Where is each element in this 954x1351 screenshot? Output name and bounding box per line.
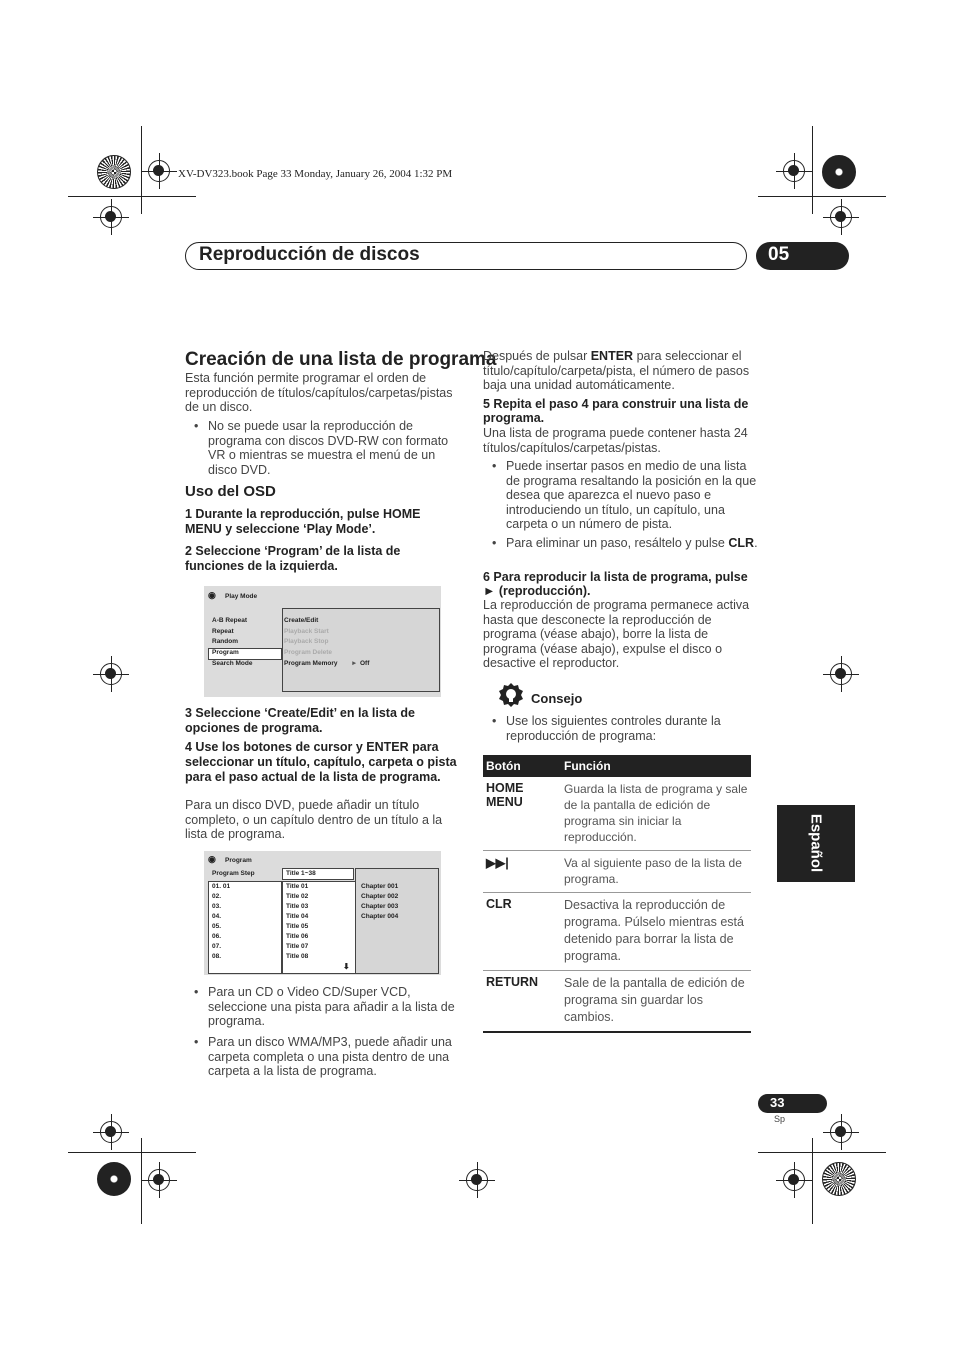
tip-title: Consejo	[531, 691, 583, 706]
crop-mark	[141, 126, 142, 214]
osd-title-item: Title 01	[286, 883, 309, 890]
language-code: Sp	[774, 1114, 786, 1124]
osd-step-item: 05.	[212, 923, 222, 930]
enter-key-label: ENTER	[590, 349, 634, 363]
next-icon: ▶▶|	[483, 851, 561, 893]
table-row	[483, 777, 751, 851]
registration-mark-icon	[783, 160, 805, 182]
table-key: RETURN	[483, 971, 561, 1033]
list-item: • Para un disco WMA/MP3, puede añadir una carpeta completa o una pista dentro de una carpeta a la lista de programa.	[194, 1035, 452, 1078]
step-6-body: La reproducción de programa permanece activa hasta que desconecte la reproducción de programa (véase abajo), borre la lista de programa (véase abajo), expulse el disco o desactive el reproductor.	[483, 598, 750, 670]
osd-play-mode-screen	[204, 586, 441, 697]
crop-mark	[141, 1138, 142, 1224]
osd-menu-item: Random	[212, 638, 238, 645]
crop-mark	[68, 196, 196, 197]
osd-step-item: 01. 01	[212, 883, 231, 890]
registration-mark-icon	[100, 206, 122, 228]
crop-mark	[68, 1152, 196, 1153]
page-heading: Creación de una lista de programa	[185, 349, 497, 370]
osd-option: Playback Stop	[284, 638, 329, 645]
step-3: 3 Seleccione ‘Create/Edit’ en la lista de opciones de programa.	[185, 706, 415, 735]
table-header: Botón	[483, 755, 561, 777]
registration-mark-icon	[830, 1121, 852, 1143]
play-arrow-icon: ►	[351, 660, 358, 667]
table-key: CLR	[483, 893, 561, 971]
tip-lightbulb-icon	[497, 682, 525, 712]
table-row	[483, 893, 751, 971]
print-info: XV-DV323.book Page 33 Monday, January 26, 2004 1:32 PM	[178, 168, 453, 180]
section-title: Reproducción de discos	[199, 244, 420, 265]
list-item: • No se puede usar la reproducción de programa con discos DVD-RW con formato VR o mientras se muestra el menú de un disco DVD.	[194, 419, 449, 477]
osd-title-item: Title 04	[286, 913, 309, 920]
table-desc: Desactiva la reproducción de programa. Púlselo mientras está detenido para borrar la lista de programa.	[561, 893, 751, 971]
table-desc: Sale de la pantalla de edición de programa sin guardar los cambios.	[561, 971, 751, 1033]
osd-program-screen	[204, 851, 441, 975]
list-item: • Para un CD o Video CD/Super VCD, seleccione una pista para añadir a la lista de programa.	[194, 985, 455, 1028]
osd-menu-item: Program	[212, 649, 239, 656]
osd-title-item: Title 08	[286, 953, 309, 960]
registration-mark-icon	[148, 160, 170, 182]
registration-mark-icon	[100, 1121, 122, 1143]
osd-option: Create/Edit	[284, 617, 319, 624]
table-row	[483, 851, 751, 893]
osd-option: Program Delete	[284, 649, 333, 656]
registration-wheel-icon	[97, 1162, 131, 1196]
list-item: • Puede insertar pasos en medio de una lista de programa resaltando la posición en la que desea que aparezca el nuevo paso e introduciendo un título, un capítulo, una carpeta o un número de pista.	[492, 459, 757, 531]
controls-table	[483, 755, 751, 1033]
osd-title-item: Title 06	[286, 933, 309, 940]
osd-option-value: Off	[360, 660, 370, 667]
intro-paragraph: Esta función permite programar el orden de reproducción de títulos/capítulos/carpetas/pistas de un disco.	[185, 371, 453, 414]
registration-mark-icon	[466, 1169, 488, 1191]
osd-menu-item: Repeat	[212, 628, 234, 635]
osd-option: Program Memory	[284, 660, 338, 667]
chapter-number: 05	[768, 244, 790, 265]
osd-title-item: Title 03	[286, 903, 309, 910]
table-row	[483, 971, 751, 1033]
table-desc: Guarda la lista de programa y sale de la pantalla de edición de programa sin iniciar la reproducción.	[561, 777, 751, 851]
list-item: • Use los siguientes controles durante la reproducción de programa:	[492, 714, 721, 743]
osd-title-item: Title 07	[286, 943, 309, 950]
dvd-icon: ◉	[208, 854, 216, 864]
language-label: Español	[807, 813, 825, 873]
list-item: • Para eliminar un paso, resáltelo y pulse CLR.	[492, 536, 758, 550]
table-desc: Va al siguiente paso de la lista de programa.	[561, 851, 751, 893]
step-4-body: Para un disco DVD, puede añadir un título completo, o un capítulo dentro de un título a la lista de programa.	[185, 798, 443, 841]
step-2: 2 Seleccione ‘Program’ de la lista de funciones de la izquierda.	[185, 544, 401, 573]
osd-step-item: 02.	[212, 893, 222, 900]
table-header: Función	[561, 755, 751, 777]
registration-mark-icon	[830, 206, 852, 228]
osd-step-item: 03.	[212, 903, 222, 910]
osd-title: Play Mode	[225, 593, 258, 600]
page-number: 33	[770, 1095, 785, 1110]
osd-title-item: Title 05	[286, 923, 309, 930]
osd-column-header: Title 1~38	[286, 870, 316, 877]
step-6: 6 Para reproducir la lista de programa, pulse ► (reproducción).	[483, 570, 748, 598]
step-5-body: Una lista de programa puede contener hasta 24 títulos/capítulos/carpetas/pistas.	[483, 426, 748, 455]
osd-column-header: Program Step	[212, 870, 255, 877]
table-key: HOME MENU	[483, 777, 561, 851]
crop-mark	[758, 196, 886, 197]
osd-step-item: 08.	[212, 953, 222, 960]
osd-step-item: 04.	[212, 913, 222, 920]
step-5: 5 Repita el paso 4 para construir una lista de programa.	[483, 397, 749, 425]
osd-title-item: Title 02	[286, 893, 309, 900]
registration-mark-icon	[148, 1169, 170, 1191]
registration-wheel-icon	[97, 155, 131, 189]
enter-paragraph: Después de pulsar ENTER para seleccionar el título/capítulo/carpeta/pista, el número de pasos baja una unidad automáticamente.	[483, 349, 750, 392]
crop-mark	[812, 1138, 813, 1224]
scroll-down-arrow-icon: ⬇	[343, 962, 350, 971]
crop-mark	[812, 126, 813, 214]
subheading: Uso del OSD	[185, 483, 276, 500]
osd-menu-item: Search Mode	[212, 660, 253, 667]
osd-menu-item: A-B Repeat	[212, 617, 248, 624]
clr-key-label: CLR	[728, 536, 755, 550]
osd-chapter-item: Chapter 003	[361, 903, 399, 910]
osd-chapter-item: Chapter 002	[361, 893, 399, 900]
osd-chapter-item: Chapter 004	[361, 913, 399, 920]
registration-mark-icon	[100, 663, 122, 685]
osd-chapter-item: Chapter 001	[361, 883, 399, 890]
osd-option: Playback Start	[284, 628, 329, 635]
registration-mark-icon	[830, 663, 852, 685]
registration-mark-icon	[783, 1169, 805, 1191]
registration-wheel-icon	[822, 1162, 856, 1196]
osd-step-item: 07.	[212, 943, 222, 950]
step-4: 4 Use los botones de cursor y ENTER para seleccionar un título, capítulo, carpeta o pista para el paso actual de la lista de programa.	[185, 740, 457, 784]
dvd-icon: ◉	[208, 590, 216, 600]
step-1: 1 Durante la reproducción, pulse HOME MENU y seleccione ‘Play Mode’.	[185, 507, 421, 536]
osd-step-item: 06.	[212, 933, 222, 940]
osd-title: Program	[225, 857, 252, 864]
page-number-badge	[758, 1094, 827, 1113]
registration-wheel-icon	[822, 155, 856, 189]
crop-mark	[758, 1152, 886, 1153]
